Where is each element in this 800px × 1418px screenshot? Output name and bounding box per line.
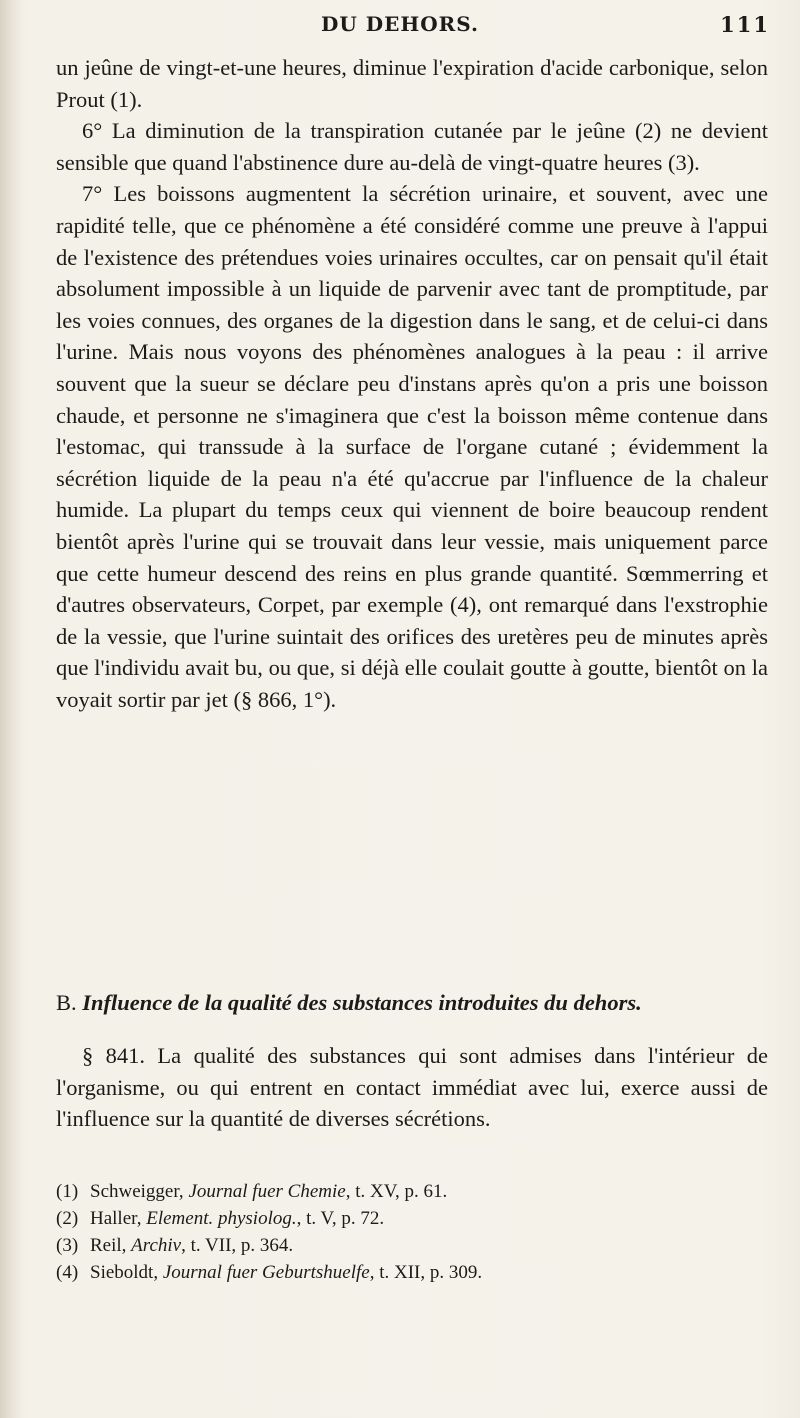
main-text (56, 52, 768, 715)
footnote-author: Schweigger, (90, 1181, 184, 1202)
footnote (56, 1205, 768, 1232)
section-letter: B. (56, 990, 77, 1015)
footnote-work: Element. physiolog. (146, 1208, 297, 1229)
paragraph-841: § 841. La qualité des substances qui sont admises dans l'intérieur de l'organisme, ou qui entrent en contact immédiat avec lui, exerce aussi de l'influence sur la quantité de diverses sécrétions. (56, 1043, 768, 1132)
page-header (0, 8, 800, 48)
footnote-number: (3) (56, 1235, 79, 1256)
footnote-ref: , t. XII, p. 309. (369, 1262, 483, 1283)
footnote-work: Journal fuer Geburtshuelfe (162, 1262, 370, 1283)
section-title: Influence de la qualité des substances introduites du dehors. (82, 990, 642, 1015)
page-number: 111 (720, 12, 770, 37)
footnote-ref: , t. VII, p. 364. (181, 1235, 294, 1256)
footnote (56, 1259, 768, 1286)
footnote-number: (1) (56, 1181, 79, 1202)
footnote-work: Archiv (131, 1235, 182, 1256)
footnote (56, 1178, 768, 1205)
footnote-work: Journal fuer Chemie (188, 1181, 346, 1202)
footnote-author: Haller, (90, 1208, 142, 1229)
footnote-number: (2) (56, 1208, 79, 1229)
running-title: DU DEHORS. (321, 12, 479, 36)
footnote-number: (4) (56, 1262, 79, 1283)
footnote-author: Sieboldt, (90, 1262, 159, 1283)
footnote-author: Reil, (90, 1235, 127, 1256)
paragraph-item-6: 6° La diminution de la transpiration cutanée par le jeûne (2) ne devient sensible que quand l'abstinence dure au-delà de vingt-quatre heures (3). (56, 118, 768, 175)
binding-shadow (0, 0, 22, 1418)
paragraph-continuation: un jeûne de vingt-et-une heures, diminue l'expiration d'acide carbonique, selon Prout (1). (56, 55, 768, 112)
footnotes (56, 1178, 768, 1286)
footnote-ref: , t. XV, p. 61. (345, 1181, 448, 1202)
section-heading (56, 987, 768, 1019)
paragraph-item-7: 7° Les boissons augmentent la sécrétion urinaire, et souvent, avec une rapidité telle, que ce phénomène a été considéré comme une preuve à l'appui de l'existence des prétendues voies urinaires occultes, car on pensait qu'il était absolument impossible à un liquide de parvenir avec tant de promptitude, par les voies connues, des organes de la digestion dans le sang, et de celui-ci dans l'urine. Mais nous voyons des phénomènes analogues à la peau : il arrive souvent que la sueur se déclare peu d'instans après qu'on a pris une boisson chaude, et personne ne s'imaginera que c'est la boisson même contenue dans l'estomac, qui transsude à la surface de l'organe cutané ; évidemment la sécrétion liquide de la peau n'a été qu'accrue par l'influence de la chaleur humide. La plupart du temps ceux qui viennent de boire beaucoup rendent bientôt après l'urine qui se trouvait dans leur vessie, mais uniquement parce que cette humeur descend des reins en plus grande quantité. Sœmmerring et d'autres observateurs, Corpet, par exemple (4), ont remarqué dans l'exstrophie de la vessie, que l'urine suintait des orifices des uretères peu de minutes après que l'individu avait bu, ou que, si déjà elle coulait goutte à goutte, bientôt on la voyait sortir par jet (§ 866, 1°). (56, 181, 768, 712)
footnote (56, 1232, 768, 1259)
footnote-ref: , t. V, p. 72. (296, 1208, 385, 1229)
section-paragraph (56, 1040, 768, 1135)
